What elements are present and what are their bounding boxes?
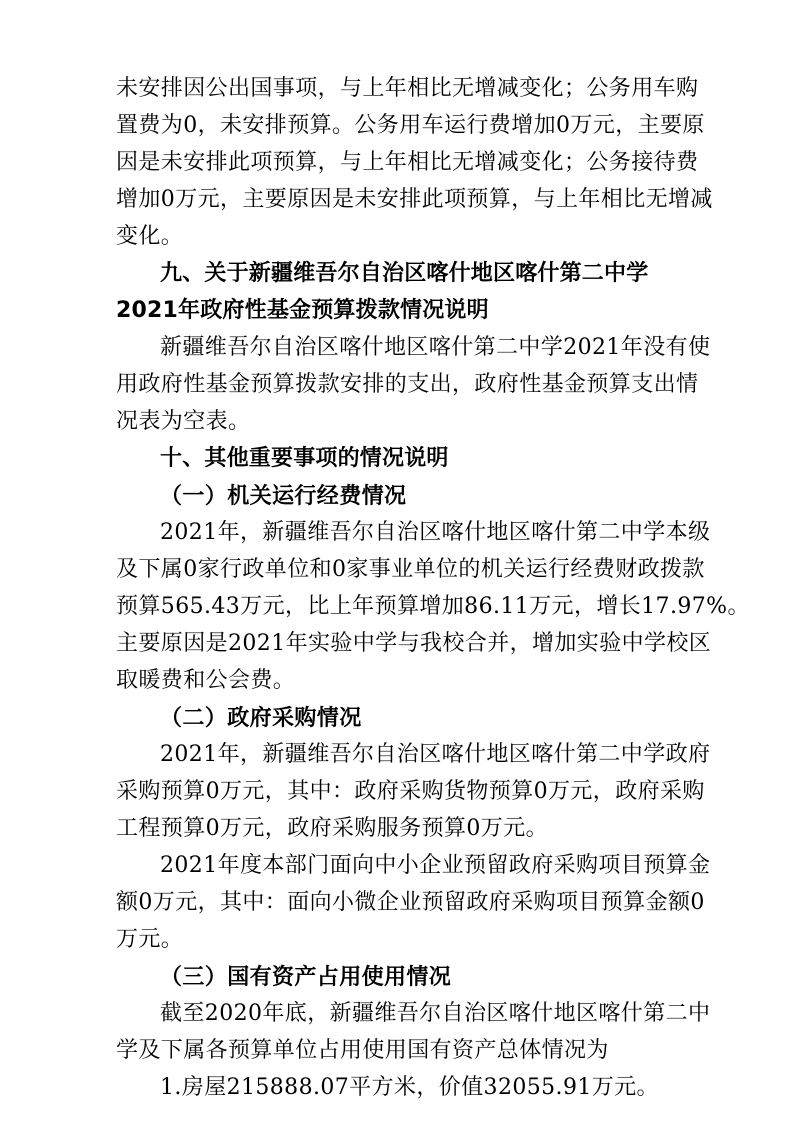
text-line: 用政府性基金预算拨款安排的支出，政府性基金预算支出情 (116, 372, 699, 397)
text-line: 学及下属各预算单位占用使用国有资产总体情况为 (116, 1038, 609, 1063)
text-line: 因是未安排此项预算，与上年相比无增减变化；公务接待费 (116, 150, 699, 175)
text-line: 增加0万元，主要原因是未安排此项预算，与上年相比无增减 (116, 187, 713, 212)
section-heading-10: 十、其他重要事项的情况说明 (160, 446, 449, 471)
text-line: 采购预算0万元，其中：政府采购货物预算0万元，政府采购 (116, 779, 705, 804)
text-line: 2021年，新疆维吾尔自治区喀什地区喀什第二中学政府 (160, 742, 711, 767)
subsection-heading-2: （二）政府采购情况 (160, 705, 362, 731)
text-line: 新疆维吾尔自治区喀什地区喀什第二中学2021年没有使 (160, 335, 711, 360)
subsection-heading-1: （一）机关运行经费情况 (160, 483, 407, 509)
text-line: 2021年，新疆维吾尔自治区喀什地区喀什第二中学本级 (160, 520, 711, 545)
section-heading-9-cont: 2021年政府性基金预算拨款情况说明 (116, 298, 489, 323)
text-line: 置费为0，未安排预算。公务用车运行费增加0万元，主要原 (116, 113, 705, 138)
text-line: 2021年度本部门面向中小企业预留政府采购项目预算金 (160, 853, 711, 878)
text-line: 额0万元，其中：面向小微企业预留政府采购项目预算金额0 (116, 890, 705, 915)
text-line: 工程预算0万元，政府采购服务预算0万元。 (116, 816, 548, 841)
section-heading-9: 九、关于新疆维吾尔自治区喀什地区喀什第二中学 (160, 261, 649, 286)
text-line: 取暖费和公会费。 (116, 668, 296, 693)
text-line: 未安排因公出国事项，与上年相比无增减变化；公务用车购 (116, 76, 699, 101)
text-line: 主要原因是2021年实验中学与我校合并，增加实验中学校区 (116, 631, 712, 656)
subsection-heading-3: （三）国有资产占用使用情况 (160, 964, 452, 990)
text-line: 预算565.43万元，比上年预算增加86.11万元，增长17.97%。 (116, 594, 750, 619)
text-line: 况表为空表。 (116, 409, 251, 434)
text-line: 1.房屋215888.07平方米，价值32055.91万元。 (160, 1075, 659, 1100)
text-line: 变化。 (116, 224, 184, 249)
text-line: 及下属0家行政单位和0家事业单位的机关运行经费财政拨款 (116, 557, 705, 582)
text-line: 截至2020年底，新疆维吾尔自治区喀什地区喀什第二中 (160, 1001, 711, 1026)
text-line: 万元。 (116, 927, 184, 952)
